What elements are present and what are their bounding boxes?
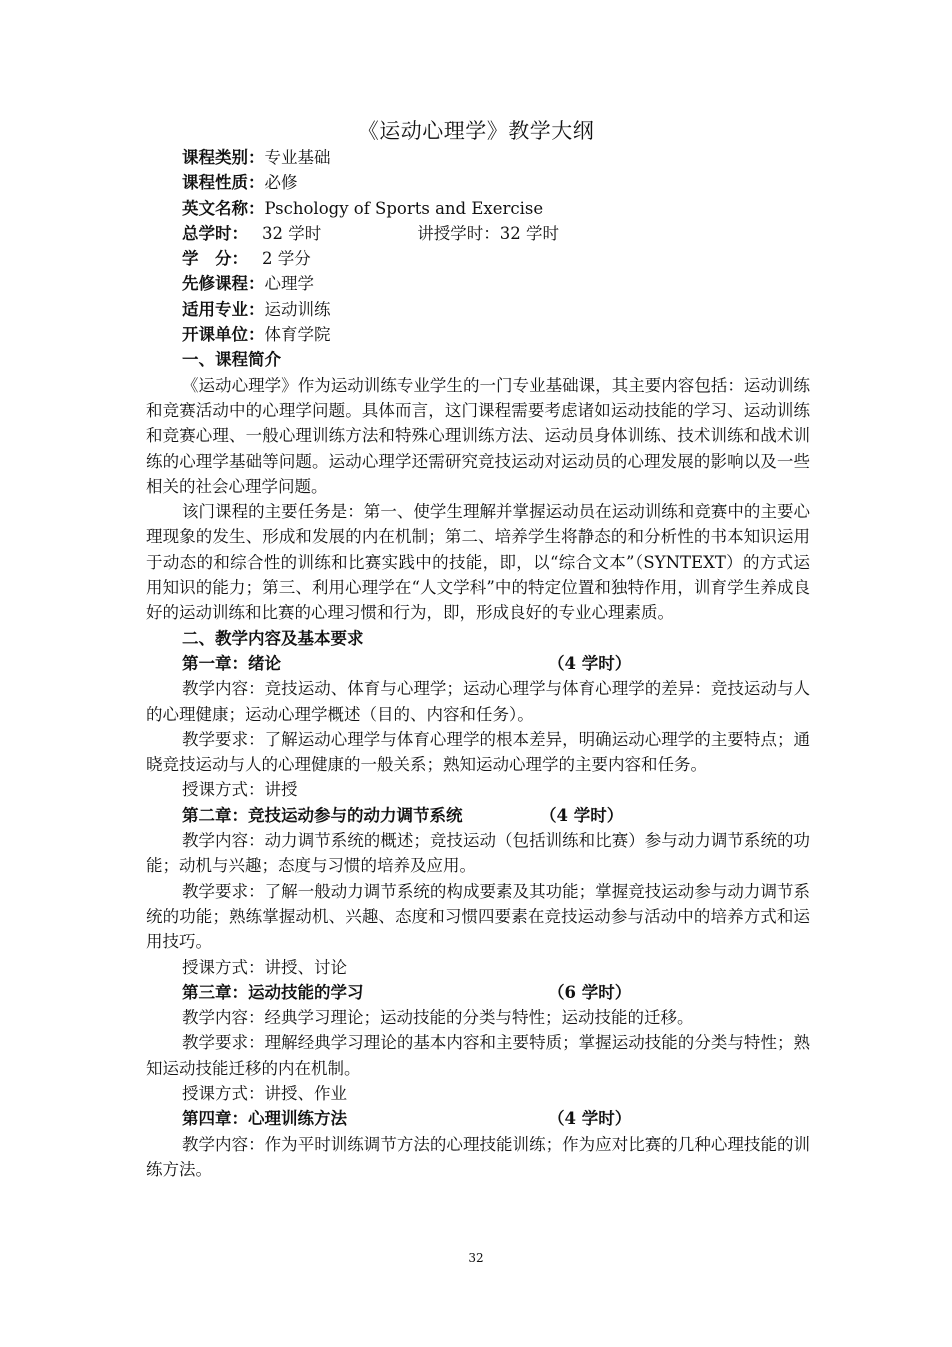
- chapter-hours: （4 学时）: [548, 653, 632, 673]
- meta-total-hours: 总学时： 32 学时 讲授学时：32 学时: [146, 221, 810, 246]
- chapter-1-content: 教学内容：竞技运动、体育与心理学；运动心理学与体育心理学的差异：竞技运动与人的心理健康；运动心理学概述（目的、内容和任务）。: [146, 679, 810, 724]
- chapter-1-requirement: 教学要求：了解运动心理学与体育心理学的根本差异，明确运动心理学的主要特点；通晓竞技运动与人的心理健康的一般关系；熟知运动心理学的主要内容和任务。: [146, 729, 810, 775]
- document-body: [146, 145, 810, 1182]
- section-heading-content: 二、教学内容及基本要求: [182, 628, 364, 648]
- chapter-2-method: 授课方式：讲授、讨论: [182, 957, 347, 977]
- meta-prerequisite: 先修课程：心理学: [182, 274, 314, 294]
- chapter-1-method: 授课方式：讲授: [182, 780, 298, 800]
- meta-major: 适用专业：运动训练: [182, 299, 331, 319]
- meta-english-name: 英文名称：Pschology of Sports and Exercise: [182, 198, 544, 218]
- chapter-4-heading: 第四章：心理训练方法 （4 学时）: [146, 1106, 810, 1131]
- chapter-2-heading: 第二章：竞技运动参与的动力调节系统 （4 学时）: [146, 803, 810, 828]
- chapter-3-heading: 第三章：运动技能的学习 （6 学时）: [146, 980, 810, 1005]
- meta-credits: 学 分： 2 学分: [182, 249, 311, 269]
- chapter-hours: （4 学时）: [540, 805, 624, 825]
- chapter-hours: （4 学时）: [548, 1109, 632, 1129]
- meta-course-nature: 课程性质：必修: [182, 173, 298, 193]
- intro-paragraph-2: 该门课程的主要任务是：第一、使学生理解并掌握运动员在运动训练和竞赛中的主要心理现象的发生、形成和发展的内在机制；第二、培养学生将静态的和分析性的书本知识运用于动态的和综合性的训练和比赛实践中的技能，即，以“综合文本”（SYNTEXT）的方式运用知识的能力；第三、利用心理学在“人文学科”中的特定位置和独特作用，训育学生养成良好的运动训练和比赛的心理习惯和行为，即，形成良好的专业心理素质。: [146, 502, 810, 623]
- chapter-3-content: 教学内容：经典学习理论；运动技能的分类与特性；运动技能的迁移。: [182, 1008, 694, 1028]
- chapter-4-content: 教学内容：作为平时训练调节方法的心理技能训练；作为应对比赛的几种心理技能的训练方法。: [146, 1134, 810, 1179]
- chapter-hours: （6 学时）: [548, 982, 632, 1002]
- meta-lecture-hours: 讲授学时：32 学时: [417, 223, 559, 243]
- meta-department: 开课单位：体育学院: [182, 325, 331, 345]
- chapter-2-content: 教学内容：动力调节系统的概述；竞技运动（包括训练和比赛）参与动力调节系统的功能；动机与兴趣；态度与习惯的培养及应用。: [146, 831, 810, 876]
- meta-course-category: 课程类别：专业基础: [182, 148, 331, 167]
- section-heading-intro: 一、课程简介: [182, 350, 281, 370]
- intro-paragraph-1: 《运动心理学》作为运动训练专业学生的一门专业基础课，其主要内容包括：运动训练和竞赛活动中的心理学问题。具体而言，这门课程需要考虑诸如运动技能的学习、运动训练和竞赛心理、一般心理训练方法和特殊心理训练方法、运动员身体训练、技术训练和战术训练的心理学基础等问题。运动心理学还需研究竞技运动对运动员的心理发展的影响以及一些相关的社会心理学问题。: [146, 375, 810, 496]
- chapter-3-method: 授课方式：讲授、作业: [182, 1083, 347, 1103]
- chapter-1-heading: 第一章：绪论 （4 学时）: [146, 651, 810, 676]
- chapter-3-requirement: 教学要求：理解经典学习理论的基本内容和主要特质；掌握运动技能的分类与特性；熟知运动技能迁移的内在机制。: [146, 1033, 810, 1078]
- page-number: 32: [468, 1251, 484, 1265]
- chapter-2-requirement: 教学要求：了解一般动力调节系统的构成要素及其功能；掌握竞技运动参与动力调节系统的功能；熟练掌握动机、兴趣、态度和习惯四要素在竞技运动参与活动中的培养方式和运用技巧。: [146, 881, 810, 952]
- document-title: 《运动心理学》教学大纲: [357, 119, 595, 143]
